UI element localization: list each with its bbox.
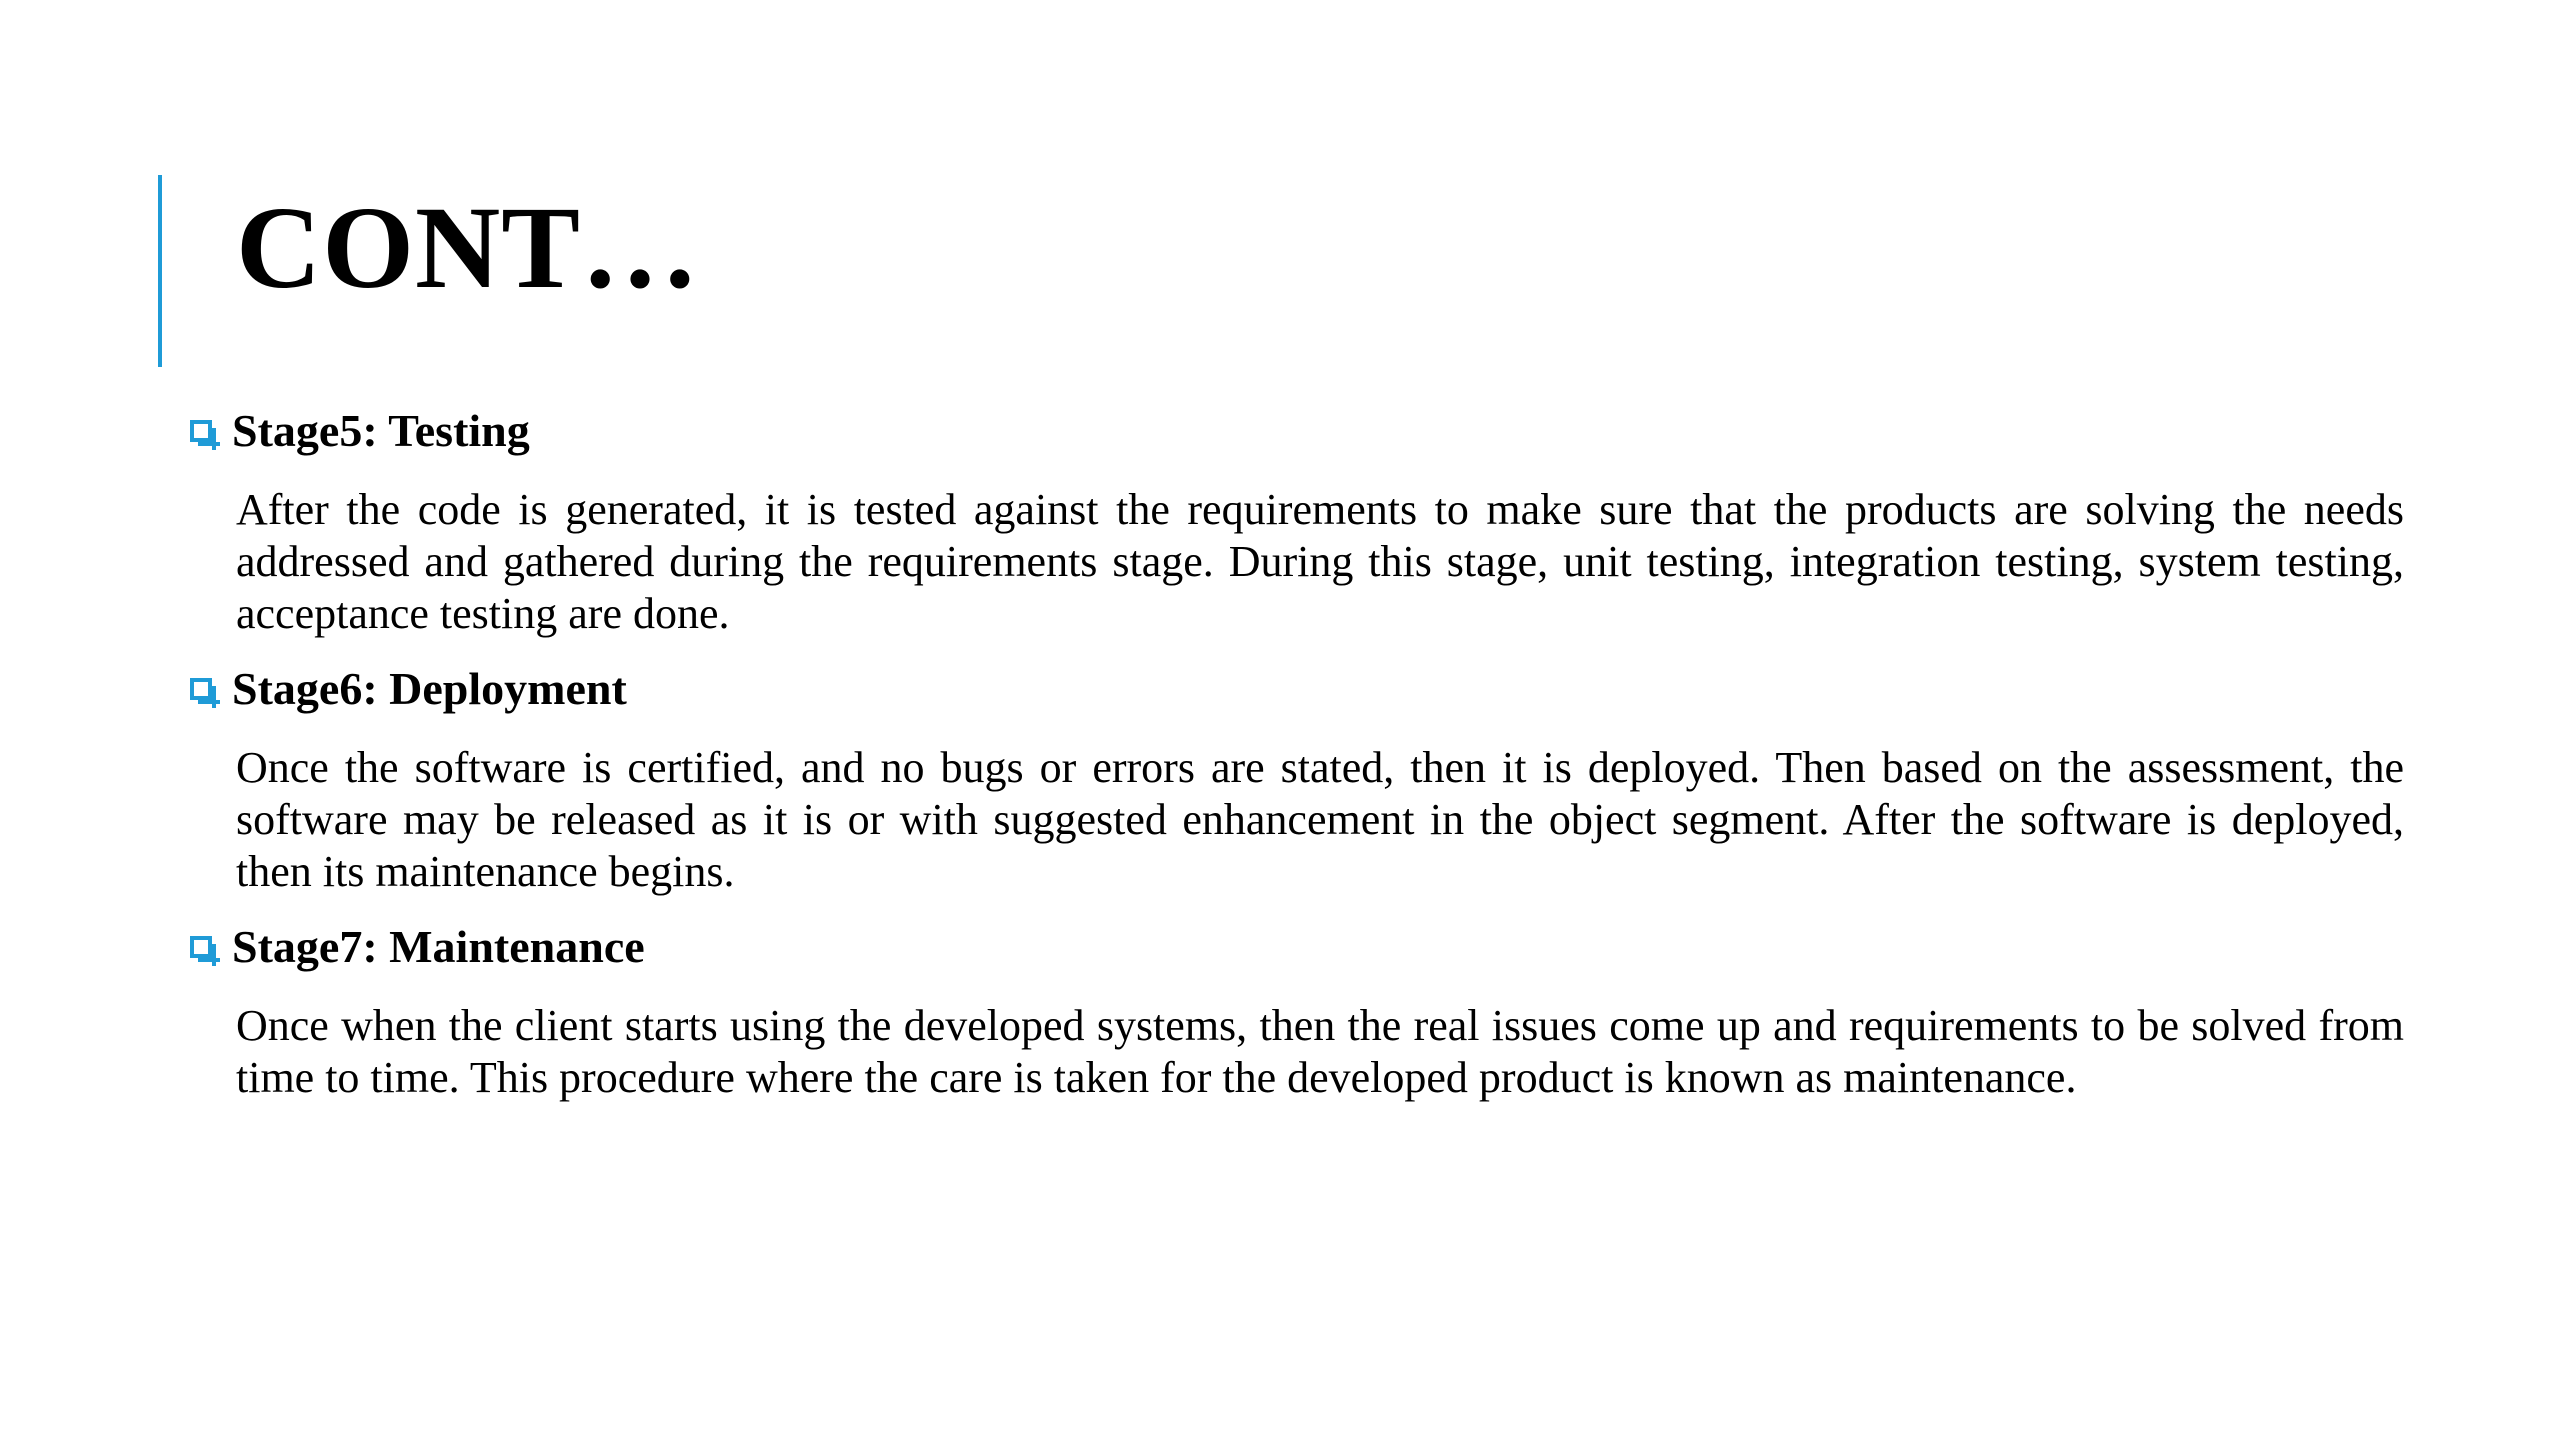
- section-body: After the code is generated, it is tested against the requirements to make sure that the products are solving the needs addressed and gathered during the requirements stage. During this stage, unit testing, integration testing, system testing, acceptance testing are done.: [236, 485, 2404, 638]
- square-bullet-icon: [190, 420, 212, 442]
- section-heading: [186, 398, 2404, 464]
- section-heading-text: Stage7: Maintenance: [232, 921, 645, 972]
- section-heading-text: Stage5: Testing: [232, 405, 530, 456]
- section-body: Once when the client starts using the developed systems, then the real issues come up and requirements to be solved from time to time. This procedure where the care is taken for the developed product is known as maintenance.: [236, 1001, 2404, 1102]
- slide-content: [186, 398, 2404, 1104]
- section-maintenance: [186, 914, 2404, 1104]
- section-body: Once the software is certified, and no bugs or errors are stated, then it is deployed. Then based on the assessment, the software may be released as it is or with suggested enhancement in the object segment. After the software is deployed, then its maintenance begins.: [236, 743, 2404, 896]
- section-heading: [186, 914, 2404, 980]
- square-bullet-icon: [190, 936, 212, 958]
- section-testing: [186, 398, 2404, 640]
- section-heading: [186, 656, 2404, 722]
- section-deployment: [186, 656, 2404, 898]
- square-bullet-icon: [190, 678, 212, 700]
- title-accent-bar: [158, 175, 162, 367]
- slide-title: CONT…: [236, 182, 700, 313]
- section-heading-text: Stage6: Deployment: [232, 663, 627, 714]
